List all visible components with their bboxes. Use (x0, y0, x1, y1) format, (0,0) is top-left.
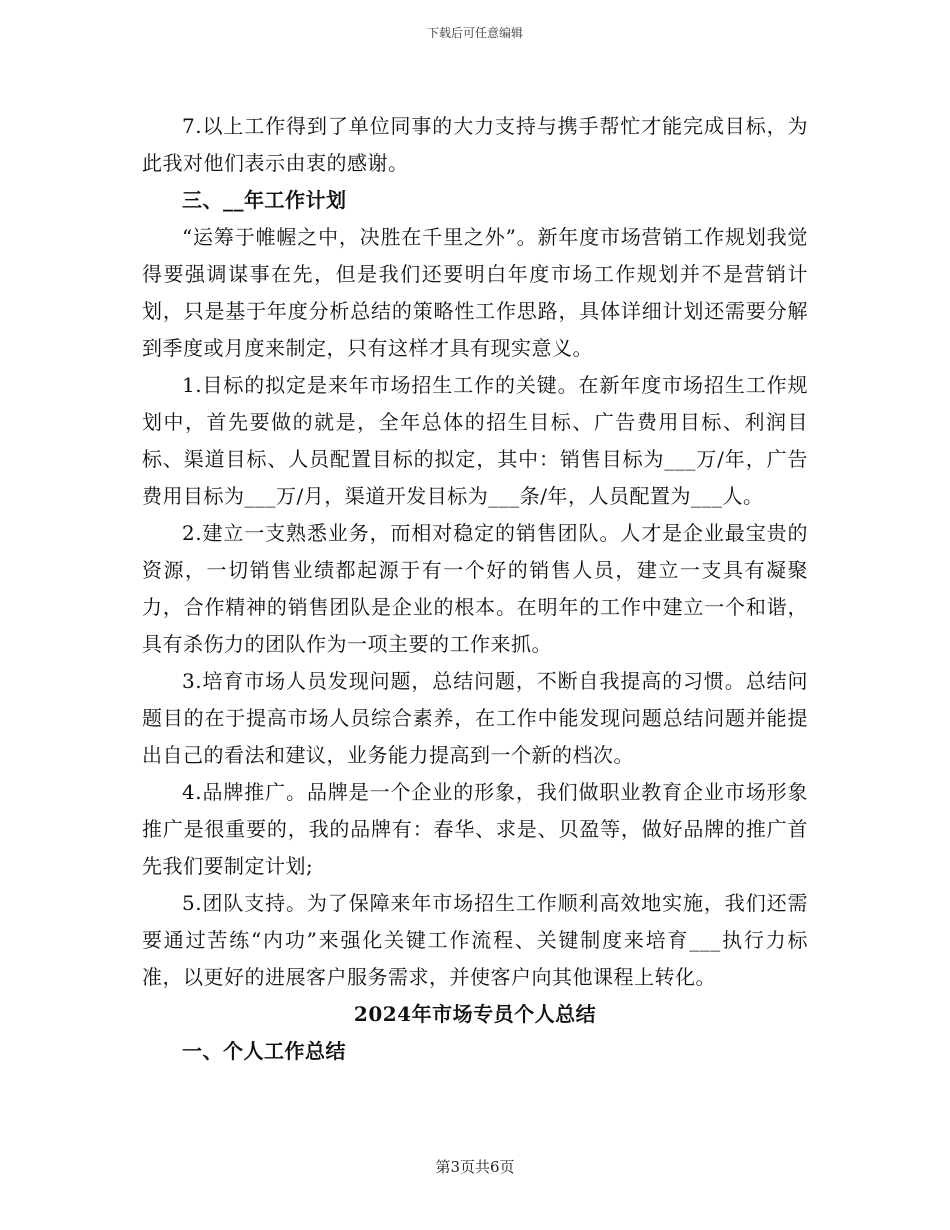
paragraph-plan-2: 2.建立一支熟悉业务，而相对稳定的销售团队。人才是企业最宝贵的资源，一切销售业绩都起源于有一个好的销售人员，建立一支具有凝聚力，合作精神的销售团队是企业的根本。在明年的工作中建立一个和谐，具有杀伤力的团队作为一项主要的工作来抓。 (142, 521, 808, 656)
paragraph-item-7: 7.以上工作得到了单位同事的大力支持与携手帮忙才能完成目标，为此我对他们表示由衷的感谢。 (142, 114, 808, 175)
section-heading-work-plan: 三、__年工作计划 (182, 188, 347, 212)
page-header-note: 下载后可任意编辑 (426, 26, 523, 40)
paragraph-plan-1: 1.目标的拟定是来年市场招生工作的关键。在新年度市场招生工作规划中，首先要做的就是，全年总体的招生目标、广告费用目标、利润目标、渠道目标、人员配置目标的拟定，其中：销售目标为___万/年，广告费用目标为___万/月，渠道开发目标为___条/年，人员配置为___人。 (142, 373, 808, 508)
paragraph-plan-4: 4.品牌推广。品牌是一个企业的形象，我们做职业教育企业市场形象推广是很重要的，我的品牌有：春华、求是、贝盈等，做好品牌的推广首先我们要制定计划; (142, 780, 808, 878)
paragraph-plan-intro: “运筹于帷幄之中，决胜在千里之外”。新年度市场营销工作规划我觉得要强调谋事在先，但是我们还要明白年度市场工作规划并不是营销计划，只是基于年度分析总结的策略性工作思路，具体详细计划还需要分解到季度或月度来制定，只有这样才具有现实意义。 (142, 225, 808, 360)
paragraph-plan-3: 3.培育市场人员发现问题，总结问题，不断自我提高的习惯。总结问题目的在于提高市场人员综合素养，在工作中能发现问题总结问题并能提出自己的看法和建议，业务能力提高到一个新的档次。 (142, 669, 808, 767)
section-heading-personal-summary: 一、个人工作总结 (182, 1039, 346, 1063)
document-title-2024-summary: 2024年市场专员个人总结 (353, 1002, 597, 1026)
document-body (142, 108, 808, 1070)
paragraph-plan-5: 5.团队支持。为了保障来年市场招生工作顺利高效地实施，我们还需要通过苦练“内功”来强化关键工作流程、关键制度来培育___执行力标准，以更好的进展客户服务需求，并使客户向其他课程上转化。 (142, 891, 808, 989)
page-number: 第3页共6页 (435, 1158, 515, 1176)
